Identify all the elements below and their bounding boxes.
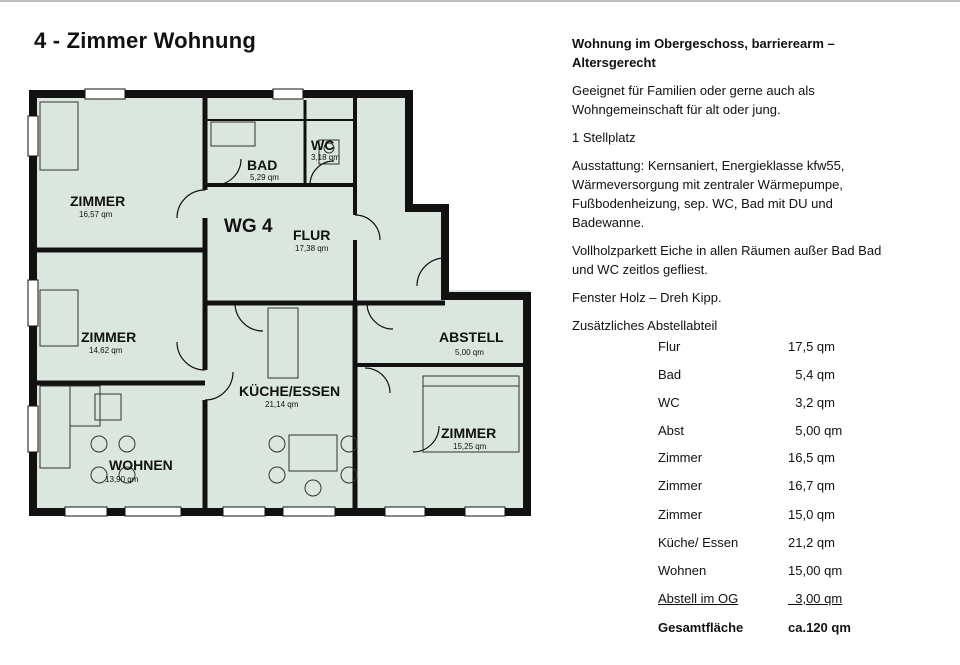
room-label-zimmer3: ZIMMER [441,425,497,441]
room-area-kueche: 21,14 qm [265,400,299,409]
area-total-value: ca.120 qm [788,620,851,635]
room-area-wc: 3,18 qm [311,153,340,162]
room-area-bad: 5,29 qm [250,173,279,182]
area-name: Flur [658,339,681,354]
page-title: 4 - Zimmer Wohnung [34,28,256,53]
area-name: Zimmer [658,478,703,493]
area-value: 3,00 qm [788,591,843,606]
room-area-wohnen: 13,90 qm [105,475,139,484]
room-area-abstell: 5,00 qm [455,348,484,357]
description-paragraph: Ausstattung: Kernsaniert, Energieklasse kfw55, Wärmeversorgung mit zentraler Wärmepumpe, Fußbodenheizung, sep. WC, Bad mit DU und Badewanne. [572,158,845,230]
area-name: Abst [658,423,685,438]
top-rule [0,0,960,2]
area-value: 16,7 qm [788,478,835,493]
room-label-flur: FLUR [293,227,331,243]
description-paragraph: 1 Stellplatz [572,130,636,145]
area-value: 21,2 qm [788,535,835,550]
area-name: Zimmer [658,507,703,522]
area-value: 17,5 qm [788,339,835,354]
area-total-name: Gesamtfläche [658,620,744,635]
room-label-bad: BAD [247,157,278,173]
area-value: 5,00 qm [788,423,843,438]
room-label-zimmer2: ZIMMER [81,329,137,345]
room-area-flur: 17,38 qm [295,244,329,253]
room-area-zimmer3: 15,25 qm [453,442,487,451]
description-paragraph: Vollholzparkett Eiche in allen Räumen außer Bad Bad und WC zeitlos gefliest. [572,243,882,277]
area-value: 15,00 qm [788,563,843,578]
description-block [572,34,902,344]
apartment-label: WG 4 [224,216,273,237]
room-label-wohnen: WOHNEN [109,457,173,473]
area-name: Wohnen [658,563,707,578]
area-name: Abstell im OG [658,591,739,606]
description-paragraph: Zusätzliches Abstellabteil [572,318,718,333]
floor-plan [25,80,537,522]
room-area-zimmer1: 16,57 qm [79,210,113,219]
area-value: 16,5 qm [788,450,835,465]
description-heading: Wohnung im Obergeschoss, barrierearm – Altersgerecht [572,36,835,70]
room-label-zimmer1: ZIMMER [70,193,126,209]
area-value: 15,0 qm [788,507,835,522]
room-label-wc: WC [311,137,335,153]
area-value: 5,4 qm [788,367,835,382]
room-label-abstell: ABSTELL [439,329,504,345]
description-paragraph: Geeignet für Familien oder gerne auch als Wohngemeinschaft für alt oder jung. [572,83,815,117]
area-name: Küche/ Essen [658,535,739,550]
area-name: Bad [658,367,682,382]
area-name: Zimmer [658,450,703,465]
area-name: WC [658,395,680,410]
room-area-zimmer2: 14,62 qm [89,346,123,355]
area-value: 3,2 qm [788,395,835,410]
description-paragraph: Fenster Holz – Dreh Kipp. [572,290,722,305]
room-label-kueche: KÜCHE/ESSEN [239,383,341,399]
